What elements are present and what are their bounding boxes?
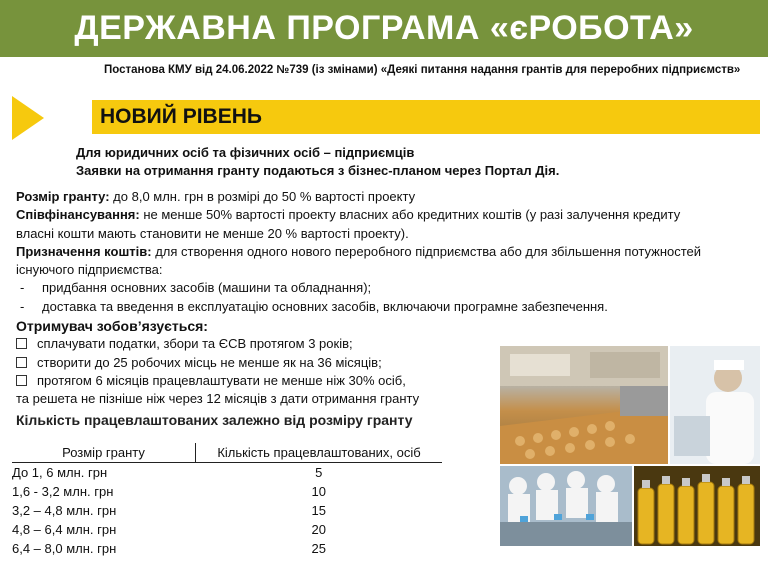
- obligation-item-2: створити до 25 робочих місць не менше як на 36 місяців;: [37, 354, 382, 370]
- table-row: [12, 520, 442, 539]
- grant-range: 4,8 – 6,4 млн. грн: [12, 522, 117, 537]
- employee-count: 5: [315, 465, 323, 480]
- funds-purpose-label: Призначення коштів:: [16, 243, 152, 259]
- cofinancing: [16, 206, 716, 243]
- employee-count: 20: [311, 522, 326, 537]
- grant-size: [16, 188, 716, 206]
- grant-range: 1,6 - 3,2 млн. грн: [12, 484, 114, 499]
- applicant-info: [76, 144, 736, 180]
- employee-count: 25: [311, 541, 326, 556]
- table-row: [12, 482, 442, 501]
- checkbox-bullet-icon: [16, 375, 27, 386]
- obligations-title: Отримувач зобов’язується:: [16, 318, 208, 335]
- funds-purpose-text: для створення одного нового переробного підприємства або для збільшення потужностей існуючого підприємства:: [16, 243, 702, 278]
- column-header-grant-size: Розмір гранту: [12, 443, 196, 463]
- table-row: [12, 463, 442, 483]
- checkbox-bullet-icon: [16, 357, 27, 368]
- table-header-row: [12, 443, 442, 463]
- funds-purpose: [16, 243, 716, 280]
- purpose-item-2: доставка та введення в експлуатацію основних засобів, включаючи програмне забезпечення.: [42, 298, 608, 314]
- list-item: [16, 298, 716, 316]
- employee-count: 15: [311, 503, 326, 518]
- grant-employment-table: [12, 443, 442, 558]
- checkbox-bullet-icon: [16, 338, 27, 349]
- cofinancing-text: не менше 50% вартості проекту власних або кредитних коштів (у разі залучення кредиту власні кошти мають становити не менше 20 % вартості проекту).: [16, 207, 681, 241]
- obligation-continuation: та решета не пізніше ніж через 12 місяців з дати отримання гранту: [16, 391, 420, 407]
- list-item: [16, 279, 716, 297]
- purpose-item-1: придбання основних засобів (машини та обладнання);: [42, 280, 372, 296]
- level-heading: НОВИЙ РІВЕНЬ: [100, 105, 262, 128]
- obligation-item-3: протягом 6 місяців працевлаштувати не менше ніж 30% осіб,: [37, 372, 406, 388]
- table-row: [12, 539, 442, 558]
- level-bar: [92, 100, 760, 134]
- applicant-line-1: Для юридичних осіб та фізичних осіб – підприємців: [76, 145, 415, 160]
- dash-marker: -: [20, 298, 25, 314]
- arrow-icon: [12, 96, 44, 140]
- applicant-line-2: Заявки на отримання гранту подаються з бізнес-планом через Портал Дія.: [76, 163, 560, 178]
- grant-size-label: Розмір гранту:: [16, 189, 110, 204]
- packing-workers-photo: [500, 466, 632, 546]
- grant-range: До 1, 6 млн. грн: [12, 465, 108, 480]
- grant-range: 3,2 – 4,8 млн. грн: [12, 503, 117, 518]
- title-banner: [0, 0, 768, 57]
- decree-reference: Постанова КМУ від 24.06.2022 №739 (із змінами) «Деякі питання надання грантів для переробних підприємств»: [104, 64, 741, 76]
- obligation-item-1: сплачувати податки, збори та ЄСВ протягом 3 років;: [37, 336, 353, 352]
- cofinancing-label: Співфінансування:: [16, 207, 140, 223]
- grant-range: 6,4 – 8,0 млн. грн: [12, 541, 117, 556]
- dash-marker: -: [20, 280, 25, 296]
- table-row: [12, 501, 442, 520]
- column-header-employees: Кількість працевлаштованих, осіб: [196, 443, 443, 463]
- page-title: ДЕРЖАВНА ПРОГРАМА «єРОБОТА»: [74, 9, 694, 47]
- grant-size-text: до 8,0 млн. грн в розмірі до 50 % вартості проекту: [109, 189, 416, 204]
- bakery-line-photo: [500, 346, 668, 464]
- table-title: Кількість працевлаштованих залежно від розміру гранту: [16, 412, 413, 428]
- oil-bottles-photo: [634, 466, 760, 546]
- worker-photo: [670, 346, 760, 464]
- employee-count: 10: [311, 484, 326, 499]
